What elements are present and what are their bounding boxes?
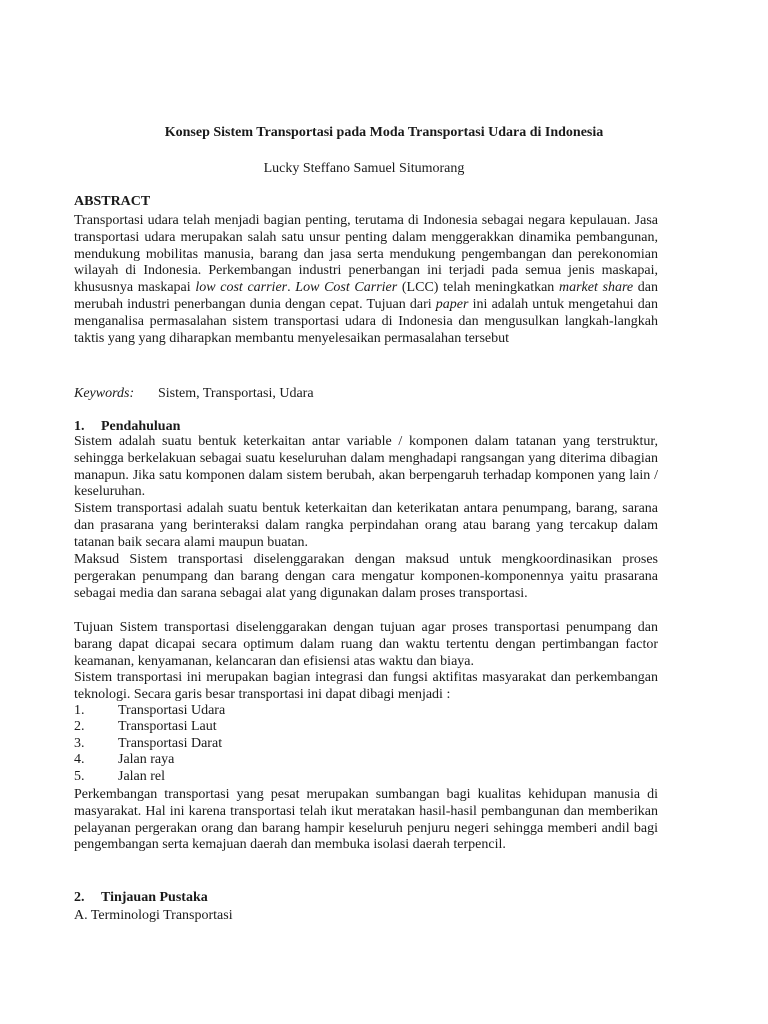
section-1-paragraph-5: Sistem transportasi ini merupakan bagian integrasi dan fungsi aktifitas masyarakat dan perkembangan teknologi. Secara garis besar transportasi ini dapat dibagi menjadi : (74, 670, 658, 702)
list-item: 4. Jalan raya (74, 752, 175, 768)
section-1-paragraph-6: Perkembangan transportasi yang pesat merupakan sumbangan bagi kualitas kehidupan manusia di masyarakat. Hal ini karena transportasi telah ikut meratakan hasil-hasil pembangunan dan memberikan pelayanan pergerakan orang dan barang hampir keseluruh penjuru negeri sehingga memberi andil bagi pengembangan serta kemajuan daerah dan membuka isolasi daerah terpencil. (74, 787, 658, 853)
section-2-number: 2. (74, 890, 85, 905)
list-item: 2. Transportasi Laut (74, 719, 217, 735)
abstract-italic-market-share: market share (558, 280, 634, 296)
abstract-heading: ABSTRACT (74, 194, 151, 209)
keywords-value: Sistem, Transportasi, Udara (158, 386, 314, 401)
abstract-italic-paper: paper (435, 296, 469, 312)
list-item: 1. Transportasi Udara (74, 703, 226, 718)
paper-title: Konsep Sistem Transportasi pada Moda Transportasi Udara di Indonesia (164, 125, 604, 140)
section-1-paragraph-2: Sistem transportasi adalah suatu bentuk keterkaitan dan keterikatan antara penumpang, barang, sarana dan prasarana yang berinteraksi dalam rangka perpindahan orang atau barang yang tercakup dalam tatanan baik secara alami maupun buatan. (74, 501, 658, 550)
abstract-italic-lcc: low cost carrier (195, 280, 288, 296)
keywords-line (74, 385, 314, 402)
abstract-paragraph: Transportasi udara telah menjadi bagian penting, terutama di Indonesia sebagai negara kepulauan. Jasa transportasi udara merupakan salah satu unsur penting dalam menggerakkan dinamika pembangunan, mendukung mobilitas manusia, barang dan jasa serta mendukung pengembangan dan perekonomian wilayah di Indonesia. Perkembangan industri penerbangan ini terjadi pada semua jenis maskapai, khususnya maskapai low cost carrier. Low Cost Carrier (LCC) telah meningkatkan market share dan merubah industri penerbangan dunia dengan cepat. Tujuan dari paper ini adalah untuk mengetahui dan menganalisa permasalahan sistem transportasi udara di Indonesia dan mengusulkan langkah-langkah taktis yang yang diharapkan membantu menyelesaikan permasalahan tersebut (74, 213, 658, 346)
keywords-label: Keywords: (74, 386, 135, 401)
section-1-paragraph-1: Sistem adalah suatu bentuk keterkaitan antar variable / komponen dalam tatanan yang terstruktur, sehingga berkelakuan sebagai suatu keseluruhan dalam menghadapi rangsangan yang diterima dibagian manapun. Jika satu komponen dalam sistem berubah, akan berpengaruh terhadap komponen yang lain / keseluruhan. (74, 434, 658, 500)
section-1-number: 1. (74, 419, 85, 434)
transport-list (74, 703, 225, 785)
section-2-subheading: A. Terminologi Transportasi (74, 908, 233, 923)
author-name: Lucky Steffano Samuel Situmorang (263, 161, 465, 176)
section-1-paragraph-4: Tujuan Sistem transportasi diselenggarakan dengan tujuan agar proses transportasi penumpang dan barang dapat dicapai secara optimum dalam ruang dan waktu tertentu dengan pertimbangan factor keamanan, kenyamanan, kelancaran dan efisiensi atas waktu dan biaya. (74, 620, 658, 669)
section-1-heading (74, 418, 180, 435)
list-item: 5. Jalan rel (74, 768, 166, 784)
section-1-paragraph-3: Maksud Sistem transportasi diselenggarakan dengan maksud untuk mengkoordinasikan proses pergerakan penumpang dan barang dengan cara mengatur komponen-komponennya yaitu prasarana sebagai media dan sarana sebagai alat yang digunakan dalam proses transportasi. (74, 552, 658, 601)
section-1-title: Pendahuluan (101, 419, 181, 434)
section-2-heading (74, 889, 208, 906)
abstract-italic-lcc-name: Low Cost Carrier (295, 280, 398, 296)
section-2-title: Tinjauan Pustaka (101, 890, 208, 905)
list-item: 3. Transportasi Darat (74, 735, 223, 751)
